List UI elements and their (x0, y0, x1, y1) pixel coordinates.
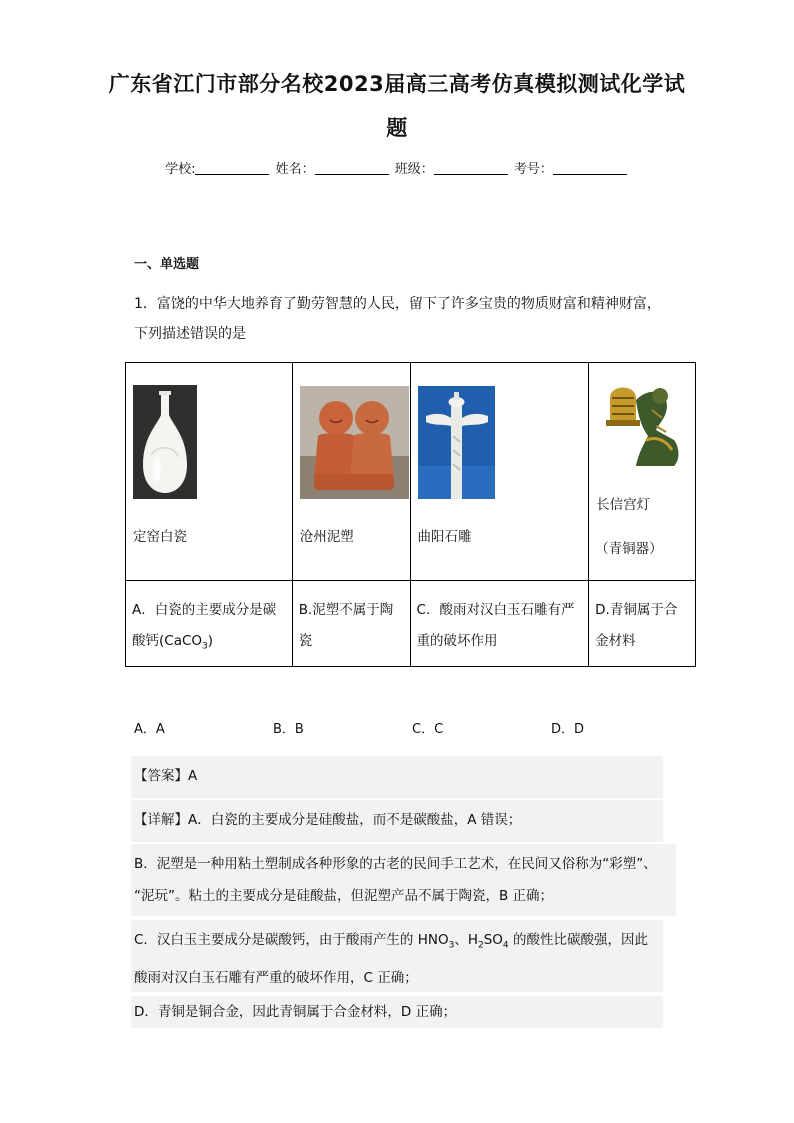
detail-c-part1: C．汉白玉主要成分是碳酸钙，由于酸雨产生的 HNO (134, 932, 449, 948)
detail-a (131, 800, 663, 842)
answer-line (131, 756, 663, 798)
item-caption: 长信宫灯 (596, 497, 651, 513)
class-label: 班级： (394, 162, 434, 177)
option-a-text (132, 595, 286, 663)
option-c-text: C．酸雨对汉白玉石雕有严重的破坏作用 (416, 602, 575, 649)
item-caption-sub: （青铜器） (595, 541, 663, 557)
item-caption: 曲阳石雕 (417, 529, 472, 545)
exam-number-label: 考号： (513, 162, 553, 177)
question-stem-line1: 1．富饶的中华大地养育了勤劳智慧的人民，留下了许多宝贵的物质财富和精神财富， (134, 296, 661, 312)
detail-c-line2: 酸雨对汉白玉石雕有严重的破坏作用，C 正确； (134, 969, 418, 986)
option-a-close: ) (207, 633, 214, 649)
choice-c[interactable]: C．C (412, 722, 444, 737)
bronze-lamp-icon (596, 370, 694, 470)
choice-a[interactable]: A．A (134, 722, 165, 737)
answer-text: 【答案】A (134, 768, 198, 784)
detail-c-line1 (134, 924, 660, 962)
name-blank (315, 174, 389, 175)
detail-c-part4: 的酸性比碳酸强，因此 (508, 932, 648, 948)
detail-c-sub3: 4 (502, 940, 509, 951)
answer-choices (134, 718, 690, 737)
class-blank (434, 174, 508, 175)
item-caption: 定窑白瓷 (133, 529, 187, 545)
school-label: 学校: (165, 162, 196, 177)
question-table (125, 362, 696, 667)
school-blank (195, 174, 269, 175)
page-title: 广东省江门市部分名校2023届高三高考仿真模拟测试化学试 (108, 72, 686, 96)
detail-d (131, 996, 663, 1028)
question-stem-line2: 下列描述错误的是 (134, 326, 246, 342)
section-title: 一、单选题 (134, 257, 200, 272)
option-d-text: D.青铜属于合金材料 (595, 602, 678, 649)
choice-b[interactable]: B．B (273, 722, 304, 737)
detail-b-line2: “泥玩”。粘土的主要成分是硅酸盐，但泥塑产品不属于陶瓷，B 正确； (134, 888, 554, 904)
option-c-cell (410, 581, 589, 667)
name-label: 姓名： (275, 162, 315, 177)
student-info-line (0, 158, 794, 177)
detail-c-part2: 、H (454, 932, 478, 948)
white-porcelain-vase-icon (133, 385, 197, 499)
detail-c-sub1: 3 (448, 940, 455, 951)
detail-b (131, 844, 676, 916)
detail-c-part3: SO (483, 932, 503, 948)
detail-b-line1: B．泥塑是一种用粘土塑制成各种形象的古老的民间手工艺术，在民间又俗称为“彩塑”、 (134, 856, 657, 872)
detail-c (131, 920, 663, 992)
exam-number-blank (553, 174, 627, 175)
image-row (126, 363, 696, 581)
option-d-cell (589, 581, 696, 667)
detail-a-text: 【详解】A．白瓷的主要成分是硅酸盐，而不是碳酸盐，A 错误； (134, 812, 522, 828)
option-row (126, 581, 696, 667)
detail-d-text: D．青铜是铜合金，因此青铜属于合金材料，D 正确； (134, 1004, 457, 1020)
detail-c-sub2: 2 (477, 940, 484, 951)
clay-figurines-icon (300, 386, 409, 499)
choice-d[interactable]: D．D (551, 722, 585, 737)
option-a-cell (126, 581, 293, 667)
page-title-continued: 题 (386, 116, 408, 140)
option-a-subscript: 3 (202, 641, 208, 652)
option-b-cell (292, 581, 410, 667)
item-cell-porcelain (126, 363, 293, 581)
option-a-line1: A．白瓷的主要成分是碳 (132, 602, 277, 618)
stone-pillar-icon (418, 386, 495, 499)
item-cell-bronze (589, 363, 696, 581)
item-cell-clay (292, 363, 410, 581)
option-b-text: B.泥塑不属于陶瓷 (298, 602, 394, 649)
item-cell-stone (410, 363, 589, 581)
item-caption: 沧州泥塑 (299, 529, 354, 545)
option-a-line2: 酸钙(CaCO (132, 633, 203, 649)
